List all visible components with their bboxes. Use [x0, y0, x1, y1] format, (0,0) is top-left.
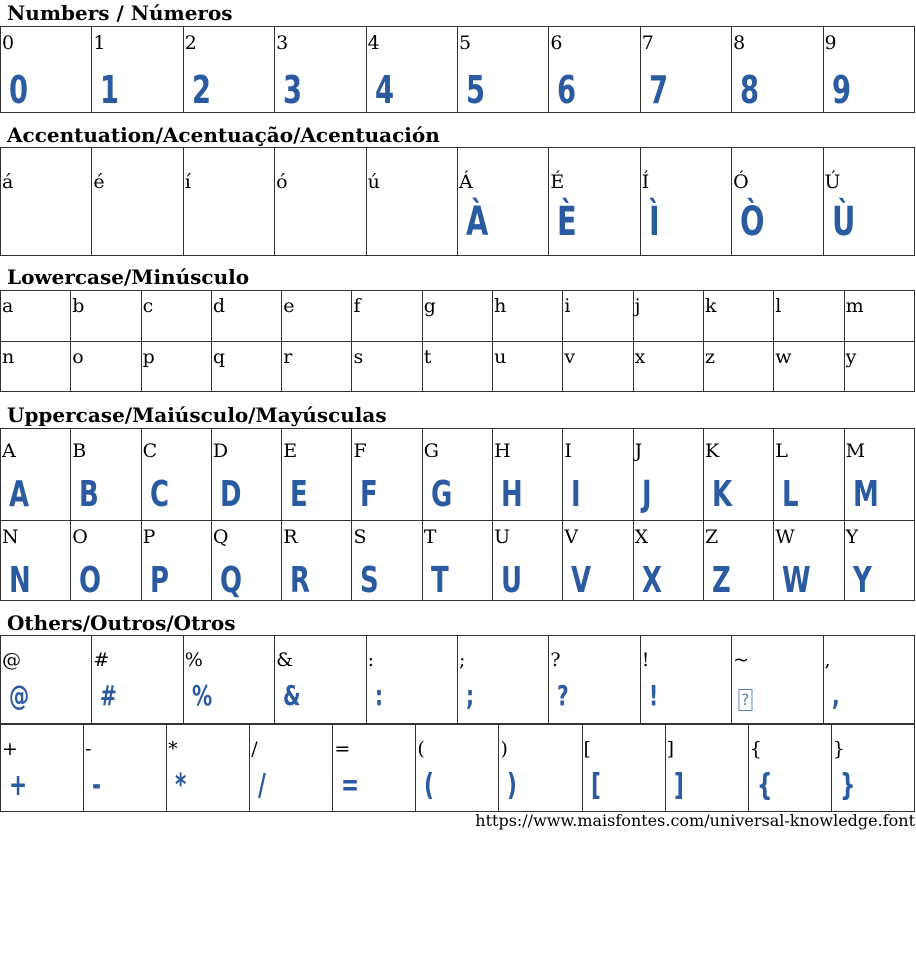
glyph-cell — [352, 342, 422, 392]
glyph-sample: À — [465, 199, 489, 245]
glyph-cell — [275, 636, 366, 724]
glyph-cell — [183, 636, 274, 724]
glyph-cell — [71, 521, 141, 601]
glyph-cell — [141, 521, 211, 601]
uppercase-grid — [0, 428, 915, 601]
glyph-sample: L — [782, 474, 799, 515]
char-label: k — [704, 295, 717, 317]
footer-url: https://www.maisfontes.com/universal-knowledge.font — [475, 811, 915, 830]
glyph-cell — [732, 636, 823, 724]
glyph-sample: A — [9, 474, 30, 515]
glyph-sample: K — [711, 474, 733, 515]
glyph-cell — [250, 725, 333, 812]
glyph-sample: ! — [648, 679, 658, 712]
char-label: & — [276, 649, 294, 671]
char-label: M — [845, 440, 866, 462]
char-label: f — [353, 295, 361, 317]
others-grid-1 — [0, 635, 915, 724]
glyph-cell — [1, 429, 71, 521]
char-label: # — [93, 649, 110, 671]
glyph-cell — [282, 342, 352, 392]
char-label: b — [72, 295, 85, 317]
glyph-cell — [275, 27, 366, 113]
glyph-cell — [352, 291, 422, 342]
char-label: c — [142, 295, 154, 317]
glyph-cell — [1, 636, 92, 724]
glyph-cell — [422, 429, 492, 521]
char-label: + — [2, 738, 18, 760]
glyph-sample: # — [100, 679, 118, 712]
glyph-cell — [748, 725, 831, 812]
char-label: B — [72, 440, 87, 462]
glyph-cell — [141, 429, 211, 521]
glyph-sample: V — [571, 560, 592, 601]
char-label: : — [367, 649, 374, 671]
glyph-sample — [740, 682, 750, 711]
char-label: x — [634, 346, 646, 368]
glyph-cell — [1, 291, 71, 342]
lowercase-grid — [0, 290, 915, 392]
char-label: T — [423, 526, 437, 548]
lowercase-title: Lowercase/Minúsculo — [7, 265, 250, 289]
glyph-sample: & — [283, 679, 301, 712]
glyph-cell — [665, 725, 748, 812]
glyph-sample: 7 — [648, 68, 668, 112]
glyph-sample: W — [782, 560, 811, 601]
glyph-sample: 2 — [191, 68, 211, 112]
char-label: J — [634, 440, 643, 462]
glyph-cell — [703, 429, 773, 521]
glyph-sample: Q — [219, 560, 242, 601]
char-label: , — [824, 649, 831, 671]
char-label: á — [2, 171, 14, 193]
char-label: U — [494, 526, 511, 548]
char-label: Á — [458, 171, 473, 193]
glyph-cell — [457, 27, 548, 113]
glyph-sample: + — [9, 768, 28, 803]
glyph-cell — [211, 342, 281, 392]
glyph-sample: È — [557, 199, 578, 245]
char-label: s — [353, 346, 364, 368]
glyph-sample: P — [149, 560, 169, 601]
char-label: 7 — [641, 32, 654, 54]
char-label: e — [283, 295, 295, 317]
glyph-sample: ; — [465, 679, 475, 712]
char-label: I — [564, 440, 572, 462]
glyph-cell — [422, 291, 492, 342]
glyph-sample: ( — [424, 768, 435, 803]
glyph-sample: B — [79, 474, 100, 515]
char-label: ; — [458, 649, 466, 671]
glyph-sample: H — [501, 474, 523, 515]
glyph-cell — [774, 521, 844, 601]
glyph-cell — [183, 148, 274, 256]
char-label: / — [251, 738, 258, 760]
glyph-cell — [366, 636, 457, 724]
glyph-cell — [633, 291, 703, 342]
char-label: p — [142, 346, 155, 368]
glyph-sample: U — [501, 560, 523, 601]
glyph-cell — [774, 429, 844, 521]
glyph-cell — [493, 342, 563, 392]
glyph-cell — [141, 291, 211, 342]
char-label: N — [2, 526, 19, 548]
glyph-sample: Y — [852, 560, 872, 601]
char-label: 8 — [733, 32, 746, 54]
char-label: 9 — [824, 32, 837, 54]
char-label: F — [353, 440, 367, 462]
char-label: 0 — [2, 32, 15, 54]
glyph-sample: { — [756, 768, 773, 803]
glyph-sample: % — [191, 679, 212, 712]
glyph-sample: Ò — [740, 199, 765, 245]
glyph-cell — [211, 521, 281, 601]
glyph-cell — [823, 148, 914, 256]
glyph-sample: - — [92, 768, 102, 803]
glyph-cell — [92, 27, 183, 113]
glyph-cell — [183, 27, 274, 113]
glyph-cell — [823, 636, 914, 724]
glyph-sample: } — [839, 768, 856, 803]
glyph-cell — [703, 342, 773, 392]
glyph-sample: Z — [711, 560, 731, 601]
glyph-cell — [352, 429, 422, 521]
glyph-cell — [563, 521, 633, 601]
others-grid-2 — [0, 724, 915, 812]
glyph-cell — [366, 148, 457, 256]
glyph-sample: / — [258, 768, 267, 803]
glyph-sample: 0 — [9, 68, 29, 112]
glyph-cell — [167, 725, 250, 812]
glyph-cell — [703, 291, 773, 342]
glyph-cell — [844, 429, 914, 521]
char-label: t — [423, 346, 432, 368]
glyph-sample: ] — [673, 768, 684, 803]
glyph-cell — [732, 27, 823, 113]
char-label: H — [494, 440, 511, 462]
char-label: * — [168, 738, 178, 760]
glyph-cell — [457, 148, 548, 256]
char-label: C — [142, 440, 158, 462]
glyph-sample: @ — [9, 679, 30, 712]
char-label: r — [283, 346, 293, 368]
glyph-cell — [1, 725, 84, 812]
char-label: = — [334, 738, 351, 760]
glyph-sample: G — [430, 474, 453, 515]
uppercase-title: Uppercase/Maiúsculo/Mayúsculas — [7, 403, 387, 427]
glyph-cell — [563, 291, 633, 342]
glyph-cell — [640, 636, 731, 724]
glyph-sample: ) — [507, 768, 518, 803]
glyph-cell — [549, 27, 640, 113]
glyph-cell — [416, 725, 499, 812]
char-label: m — [845, 295, 864, 317]
glyph-cell — [457, 636, 548, 724]
char-label: ó — [276, 171, 288, 193]
char-label: W — [775, 526, 795, 548]
glyph-cell — [1, 342, 71, 392]
glyph-cell — [640, 27, 731, 113]
glyph-cell — [549, 636, 640, 724]
glyph-cell — [282, 429, 352, 521]
glyph-sample: S — [360, 560, 380, 601]
char-label: é — [93, 171, 105, 193]
glyph-cell — [844, 291, 914, 342]
glyph-sample: = — [341, 768, 360, 803]
glyph-cell — [774, 342, 844, 392]
glyph-cell — [499, 725, 582, 812]
glyph-cell — [282, 521, 352, 601]
glyph-cell — [1, 27, 92, 113]
glyph-cell — [493, 521, 563, 601]
glyph-cell — [703, 521, 773, 601]
char-label: q — [212, 346, 226, 368]
char-label: K — [704, 440, 720, 462]
glyph-sample: M — [852, 474, 879, 515]
glyph-sample: 4 — [374, 68, 394, 112]
glyph-sample: R — [290, 560, 311, 601]
glyph-cell — [640, 148, 731, 256]
numbers-grid — [0, 26, 915, 113]
char-label: ) — [500, 738, 508, 760]
char-label: y — [845, 346, 857, 368]
glyph-sample: J — [641, 474, 652, 515]
glyph-sample: Ù — [831, 199, 855, 245]
char-label: % — [184, 649, 203, 671]
char-label: ú — [367, 171, 380, 193]
glyph-cell — [732, 148, 823, 256]
glyph-cell — [823, 27, 914, 113]
accents-title: Accentuation/Acentuação/Acentuación — [7, 123, 440, 147]
glyph-sample: * — [175, 768, 187, 803]
glyph-cell — [282, 291, 352, 342]
char-label: a — [2, 295, 14, 317]
char-label: í — [184, 171, 191, 193]
glyph-cell — [422, 521, 492, 601]
char-label: Z — [704, 526, 719, 548]
glyph-sample: [ — [590, 768, 601, 803]
glyph-sample: D — [219, 474, 242, 515]
glyph-cell — [211, 429, 281, 521]
glyph-sample: T — [430, 560, 449, 601]
glyph-cell — [71, 429, 141, 521]
char-label: E — [283, 440, 298, 462]
char-label: w — [775, 346, 792, 368]
glyph-sample: 5 — [465, 68, 485, 112]
glyph-cell — [141, 342, 211, 392]
char-label: 2 — [184, 32, 197, 54]
char-label: { — [749, 738, 762, 760]
char-label: - — [85, 738, 92, 760]
char-label: ! — [641, 649, 650, 671]
glyph-cell — [211, 291, 281, 342]
char-label: o — [72, 346, 84, 368]
char-label: L — [775, 440, 788, 462]
glyph-cell — [633, 429, 703, 521]
char-label: 6 — [550, 32, 563, 54]
char-label: i — [564, 295, 571, 317]
char-label: S — [353, 526, 367, 548]
char-label: X — [634, 526, 649, 548]
glyph-sample: 6 — [557, 68, 577, 112]
glyph-sample: ? — [557, 679, 570, 712]
glyph-cell — [1, 148, 92, 256]
char-label: R — [283, 526, 298, 548]
glyph-cell — [71, 342, 141, 392]
char-label: Y — [845, 526, 859, 548]
char-label: 4 — [367, 32, 380, 54]
char-label: z — [704, 346, 715, 368]
glyph-sample: F — [360, 474, 379, 515]
char-label: V — [564, 526, 579, 548]
char-label: l — [775, 295, 782, 317]
glyph-cell — [92, 148, 183, 256]
char-label: Ú — [824, 171, 841, 193]
others-title: Others/Outros/Otros — [7, 611, 236, 635]
char-label: ( — [417, 738, 425, 760]
char-label: Q — [212, 526, 229, 548]
glyph-sample: Ì — [648, 199, 660, 245]
char-label: n — [2, 346, 15, 368]
char-label: O — [72, 526, 88, 548]
char-label: P — [142, 526, 156, 548]
char-label: @ — [2, 649, 21, 671]
glyph-sample: C — [149, 474, 169, 515]
glyph-cell — [1, 521, 71, 601]
glyph-cell — [633, 342, 703, 392]
glyph-cell — [844, 521, 914, 601]
char-label: d — [212, 295, 226, 317]
glyph-cell — [563, 429, 633, 521]
glyph-cell — [844, 342, 914, 392]
glyph-sample: 8 — [740, 68, 760, 112]
glyph-sample: O — [79, 560, 102, 601]
char-label: A — [2, 440, 16, 462]
glyph-cell — [831, 725, 914, 812]
accents-grid — [0, 147, 915, 256]
char-label: 1 — [93, 32, 106, 54]
char-label: 3 — [276, 32, 289, 54]
char-label: } — [832, 738, 845, 760]
glyph-cell — [92, 636, 183, 724]
glyph-sample: , — [831, 679, 840, 712]
glyph-cell — [275, 148, 366, 256]
glyph-sample: N — [9, 560, 31, 601]
char-label: g — [423, 295, 436, 317]
glyph-cell — [352, 521, 422, 601]
char-label: É — [550, 171, 565, 193]
char-label: Ó — [733, 171, 749, 193]
glyph-cell — [582, 725, 665, 812]
char-label: ? — [550, 649, 561, 671]
glyph-cell — [422, 342, 492, 392]
glyph-cell — [549, 148, 640, 256]
numbers-title: Numbers / Números — [7, 1, 233, 25]
glyph-cell — [563, 342, 633, 392]
glyph-cell — [366, 27, 457, 113]
glyph-sample: 3 — [283, 68, 303, 112]
glyph-cell — [774, 291, 844, 342]
glyph-sample: X — [641, 560, 662, 601]
char-label: D — [212, 440, 229, 462]
glyph-sample: I — [571, 474, 582, 515]
glyph-cell — [633, 521, 703, 601]
char-label: Í — [641, 171, 650, 193]
glyph-sample: 1 — [100, 68, 120, 112]
glyph-cell — [71, 291, 141, 342]
glyph-cell — [84, 725, 167, 812]
missing-glyph-box: ? — [739, 689, 753, 711]
glyph-cell — [493, 291, 563, 342]
char-label: h — [494, 295, 507, 317]
char-label: j — [634, 295, 641, 317]
glyph-sample: E — [290, 474, 308, 515]
char-label: v — [564, 346, 576, 368]
glyph-sample: 9 — [831, 68, 851, 112]
char-label: [ — [583, 738, 591, 760]
char-label: ~ — [733, 649, 750, 671]
glyph-sample: : — [374, 679, 383, 712]
char-label: 5 — [458, 32, 472, 54]
char-label: ] — [666, 738, 675, 760]
glyph-cell — [493, 429, 563, 521]
glyph-cell — [333, 725, 416, 812]
char-label: G — [423, 440, 439, 462]
char-label: u — [494, 346, 507, 368]
